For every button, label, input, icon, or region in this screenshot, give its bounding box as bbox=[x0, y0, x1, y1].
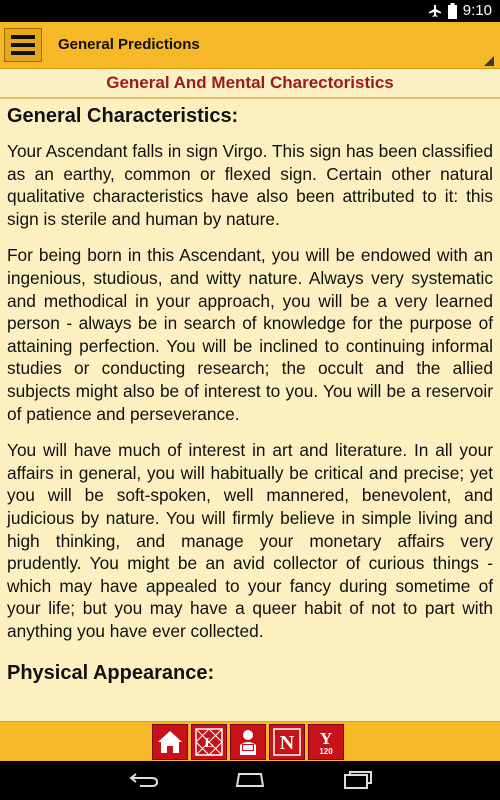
yearly-number: 120 bbox=[319, 747, 333, 756]
hamburger-icon bbox=[11, 35, 35, 39]
page-title: General Predictions bbox=[58, 36, 200, 53]
overflow-corner-icon[interactable] bbox=[484, 56, 494, 66]
menu-button[interactable] bbox=[4, 28, 42, 62]
paragraph: Your Ascendant falls in sign Virgo. This sign has been classified as an earthy, common or flexed sign. Certain other natural qualitative characteristics have also been attributed to it: this sign is sterile and human by nature. bbox=[7, 141, 493, 229]
paragraph: You will have much of interest in art and literature. In all your affairs in general, you will habitually be critical and precise; yet you will be soft-spoken, well mannered, benevolent, and judicious by nature. You will firmly believe in simple living and high thinking, and manage your monetary affairs very prudently. You might be an avid collector of curious things - which may have appealed to your fancy during sometime of your life; but you may have a queer habit of not to part with anything you have ever collected. bbox=[7, 440, 493, 641]
clock: 9:10 bbox=[462, 2, 492, 19]
home-icon bbox=[156, 728, 184, 756]
content-scroll-area[interactable] bbox=[0, 99, 500, 721]
paragraph: For being born in this Ascendant, you will be endowed with an ingenious, studious, and witty nature. Always very systematic and methodical in your approach, you will be a very learned person - always be in search of knowledge for the purpose of attaining perfection. You will be inclined to continuing informal studies or conducting research; the occult and the allied subjects might also be of interest to you. You will be a reservoir of patience and perseverance. bbox=[7, 245, 493, 424]
kundli-letter: L bbox=[204, 736, 214, 751]
section-header bbox=[0, 69, 500, 99]
status-bar bbox=[0, 0, 500, 22]
astrologer-icon bbox=[233, 727, 263, 757]
airplane-mode-icon bbox=[428, 4, 442, 18]
numerology-icon bbox=[272, 727, 302, 757]
recent-apps-button[interactable] bbox=[338, 769, 378, 791]
section-heading: Physical Appearance: bbox=[7, 662, 215, 685]
yearly-letter: Y bbox=[319, 729, 333, 748]
yearly-prediction-button[interactable] bbox=[308, 724, 344, 760]
home-nav-button[interactable] bbox=[230, 769, 270, 791]
home-button[interactable] bbox=[152, 724, 188, 760]
recent-apps-icon bbox=[342, 770, 374, 790]
section-title: General And Mental Charectoristics bbox=[106, 73, 394, 92]
bottom-toolbar bbox=[0, 721, 500, 762]
hamburger-icon bbox=[11, 51, 35, 55]
battery-icon bbox=[448, 3, 457, 19]
numerology-letter: N bbox=[279, 732, 295, 754]
yearly-120-icon bbox=[311, 727, 341, 757]
status-icons bbox=[428, 2, 492, 19]
section-heading: General Characteristics: bbox=[7, 105, 239, 127]
back-button[interactable] bbox=[124, 769, 164, 791]
numerology-button[interactable] bbox=[269, 724, 305, 760]
back-icon bbox=[128, 771, 160, 789]
system-nav-bar bbox=[0, 761, 500, 800]
kundli-chart-icon bbox=[194, 727, 224, 757]
home-nav-icon bbox=[233, 772, 267, 788]
kundli-button[interactable] bbox=[191, 724, 227, 760]
hamburger-icon bbox=[11, 43, 35, 47]
astrologer-button[interactable] bbox=[230, 724, 266, 760]
app-bar bbox=[0, 22, 500, 69]
